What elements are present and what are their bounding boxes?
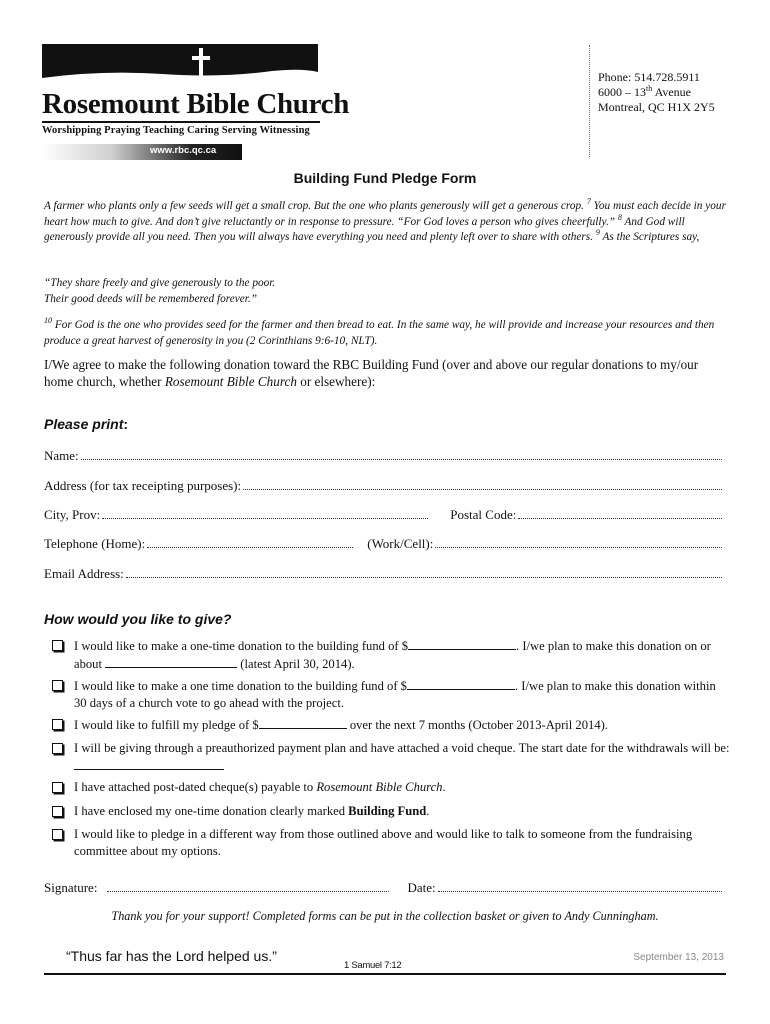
date-input-line[interactable] — [438, 879, 722, 892]
header-divider — [589, 45, 590, 157]
phone-cell-label: (Work/Cell): — [367, 536, 434, 551]
address-label: Address (for tax receipting purposes): — [44, 478, 242, 493]
address-input-line[interactable] — [243, 477, 722, 490]
start-date-blank[interactable] — [74, 757, 224, 770]
checkbox[interactable] — [52, 719, 63, 730]
option-preauthorized-payment — [50, 740, 730, 775]
cross-icon — [190, 48, 212, 78]
phone-home-input-line[interactable] — [147, 535, 353, 548]
please-print-heading: Please print: — [44, 416, 129, 432]
contact-phone: Phone: 514.728.5911 — [598, 70, 700, 84]
checkbox[interactable] — [52, 640, 63, 651]
telephone-row — [44, 535, 724, 553]
page-title: Building Fund Pledge Form — [293, 170, 477, 186]
thank-you-note: Thank you for your support! Completed forms can be put in the collection basket or given to Andy Cunningham. — [111, 909, 659, 923]
option-one-time-donation — [50, 637, 730, 673]
amount-blank[interactable] — [408, 637, 516, 650]
logo-url: www.rbc.qc.ca — [150, 145, 217, 156]
checkbox[interactable] — [52, 743, 63, 754]
postal-input-line[interactable] — [518, 506, 722, 519]
name-field[interactable] — [44, 447, 724, 465]
option-text: I would like to pledge in a different way from those outlined above and would like to talk to someone from the fundraising committee about my options. — [74, 827, 693, 858]
option-text: I would like to fulfill my pledge of $ over the next 7 months (October 2013-April 2014). — [74, 718, 608, 732]
contact-city: Montreal, QC H1X 2Y5 — [598, 100, 715, 114]
city-label: City, Prov: — [44, 507, 101, 522]
give-heading: How would you like to give? — [44, 611, 232, 627]
checkbox[interactable] — [52, 680, 63, 691]
email-field[interactable] — [44, 565, 724, 583]
checkbox[interactable] — [52, 806, 63, 817]
amount-blank[interactable] — [407, 677, 515, 690]
postal-label: Postal Code: — [450, 507, 517, 522]
option-enclosed-donation — [50, 803, 730, 820]
contact-block — [598, 70, 715, 115]
name-input-line[interactable] — [81, 447, 722, 460]
option-text: I would like to make a one time donation to the building fund of $ . I/we plan to make this donation within 30 days of a church vote to go ahead with the project. — [74, 679, 716, 710]
contact-address: 6000 – 13th Avenue — [598, 84, 691, 99]
scripture-paragraph-1: A farmer who plants only a few seeds will get a small crop. But the one who plants generously will get a generous crop. $^7$ You must each decide in your heart how much to give. And don’t give reluctantly or in response to pressure. “For God loves a person who gives cheerfully.” $^8$ And God will generously provide all you need. Then you will always have everything you need and plenty left over to share with others. $^9$ As the Scriptures say, — [44, 197, 726, 243]
signature-input-line[interactable] — [107, 879, 389, 892]
phone-home-label: Telephone (Home): — [44, 536, 146, 551]
option-text: I have enclosed my one-time donation clearly marked Building Fund. — [74, 804, 430, 818]
footer-quote: “Thus far has the Lord helped us.” — [66, 948, 277, 964]
date-blank[interactable] — [105, 655, 237, 668]
city-input-line[interactable] — [102, 506, 428, 519]
phone-cell-input-line[interactable] — [435, 535, 722, 548]
footer-quote-reference: 1 Samuel 7:12 — [344, 960, 402, 971]
checkbox[interactable] — [52, 782, 63, 793]
church-logo — [42, 44, 350, 162]
city-postal-row — [44, 506, 724, 524]
option-other-way — [50, 826, 730, 860]
name-label: Name: — [44, 448, 79, 463]
logo-motto: Worshipping Praying Teaching Caring Serving Witnessing — [42, 125, 310, 136]
logo-rule — [42, 121, 320, 123]
option-one-time-after-vote — [50, 677, 730, 712]
option-post-dated-cheques — [50, 779, 730, 796]
option-text: I would like to make a one-time donation to the building fund of $ . I/we plan to make this donation on or about (latest April 30, 2014). — [74, 639, 711, 671]
option-text: I have attached post-dated cheque(s) payable to Rosemount Bible Church. — [74, 780, 446, 794]
email-label: Email Address: — [44, 566, 124, 581]
scripture-paragraph-3: $^{10}$ For God is the one who provides seed for the farmer and then bread to eat. In the same way, he will provide and increase your resources and then produce a great harvest of generosity in you (2 Corinthians 9:6-10, NLT). — [44, 316, 715, 347]
footer-rule — [44, 973, 726, 975]
signature-row — [44, 879, 724, 897]
email-input-line[interactable] — [126, 565, 722, 578]
date-label: Date: — [407, 880, 436, 895]
pledge-amount-blank[interactable] — [259, 716, 347, 729]
agreement-text: I/We agree to make the following donation toward the RBC Building Fund (over and above our regular donations to my/our home church, whether Rosemount Bible Church or elsewhere): — [44, 357, 699, 389]
logo-banner — [42, 44, 318, 86]
logo-church-name: Rosemount Bible Church — [42, 88, 350, 120]
footer-date: September 13, 2013 — [633, 952, 724, 963]
option-fulfill-pledge — [50, 716, 730, 734]
scripture-quote: “They share freely and give generously to the poor. Their good deeds will be remembered forever.” — [44, 277, 276, 305]
signature-label: Signature: — [44, 880, 98, 895]
checkbox[interactable] — [52, 829, 63, 840]
option-text: I will be giving through a preauthorized payment plan and have attached a void cheque. The start date for the withdrawals will be: — [74, 740, 730, 775]
address-field[interactable] — [44, 477, 724, 495]
